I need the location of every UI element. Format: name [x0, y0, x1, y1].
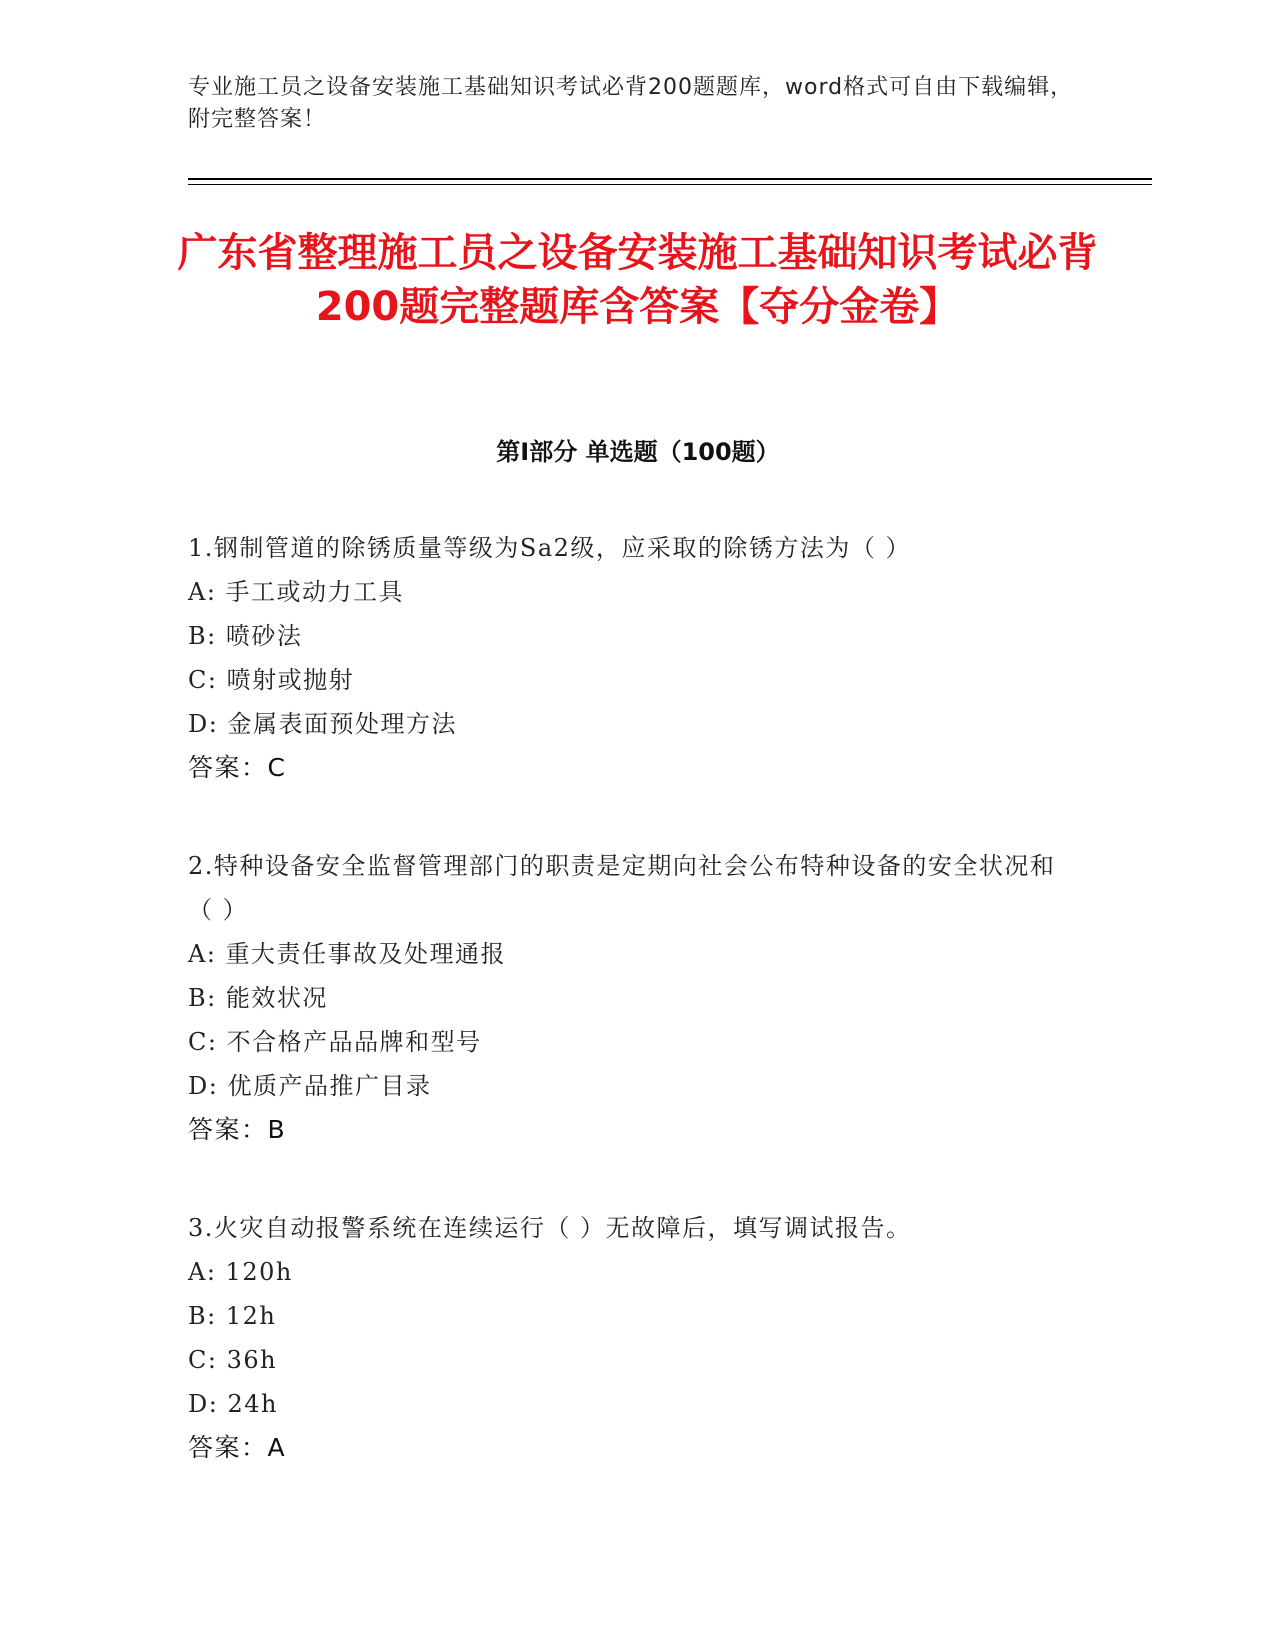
- option-d: D: 24h: [188, 1390, 278, 1418]
- answer: 答案：A: [188, 1433, 287, 1462]
- question-stem: 3.火灾自动报警系统在连续运行（ ）无故障后，填写调试报告。: [188, 1214, 912, 1242]
- section-heading: 第I部分 单选题（100题）: [496, 438, 780, 466]
- option-a: A: 重大责任事故及处理通报: [188, 940, 507, 968]
- option-d: D: 金属表面预处理方法: [188, 710, 457, 738]
- option-a: A: 120h: [188, 1258, 293, 1286]
- answer: 答案：C: [188, 753, 287, 782]
- question-block: [188, 844, 1068, 1152]
- option-c: C: 36h: [188, 1346, 278, 1374]
- question-block: [188, 526, 1068, 790]
- document-title: 广东省整理施工员之设备安装施工基础知识考试必背200题完整题库含答案【夺分金卷】: [177, 230, 1098, 330]
- option-b: B: 喷砂法: [188, 622, 303, 650]
- question-block: [188, 1206, 1068, 1470]
- option-b: B: 12h: [188, 1302, 277, 1330]
- option-c: C: 不合格产品品牌和型号: [188, 1028, 482, 1056]
- option-d: D: 优质产品推广目录: [188, 1072, 432, 1100]
- header-rule: [188, 178, 1152, 180]
- question-stem: 1.钢制管道的除锈质量等级为Sa2级，应采取的除锈方法为（ ）: [188, 534, 912, 562]
- question-stem: 2.特种设备安全监督管理部门的职责是定期向社会公布特种设备的安全状况和（ ）: [188, 852, 1056, 924]
- header-rule-thin: [188, 184, 1152, 185]
- option-c: C: 喷射或抛射: [188, 666, 355, 694]
- option-b: B: 能效状况: [188, 984, 328, 1012]
- header-note: 专业施工员之设备安装施工基础知识考试必背200题题库，word格式可自由下载编辑，附完整答案！: [188, 75, 1074, 132]
- option-a: A: 手工或动力工具: [188, 578, 405, 606]
- answer: 答案：B: [188, 1115, 287, 1144]
